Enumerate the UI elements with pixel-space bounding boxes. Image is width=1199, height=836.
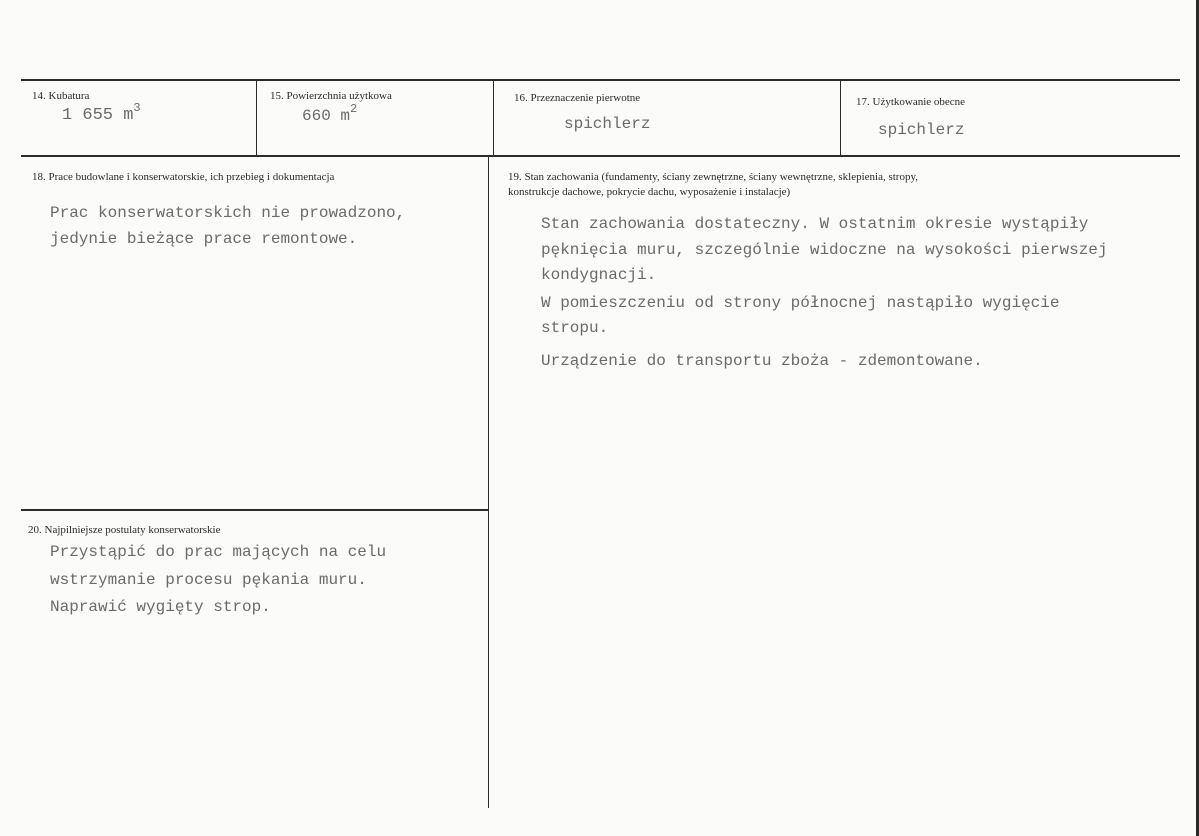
field-19-line-4: W pomieszczeniu od strony północnej nastąpiło wygięcie — [541, 294, 1060, 312]
field-16-value: spichlerz — [564, 115, 651, 133]
field-18-line-1: Prac konserwatorskich nie prowadzono, — [50, 204, 406, 222]
main-vertical-divider — [488, 156, 489, 808]
field-16-label: 16. Przeznaczenie pierwotne — [514, 92, 641, 104]
field-15-value-main: 660 m — [302, 107, 351, 125]
row-divider-1 — [21, 155, 1180, 157]
field-20-line-2: wstrzymanie procesu pękania muru. — [50, 571, 367, 589]
field-14-value-main: 1 655 m — [62, 106, 134, 125]
field-19-line-5: stropu. — [541, 319, 609, 337]
divider-14-15 — [256, 80, 257, 156]
field-15-value-exponent: 2 — [350, 102, 358, 116]
field-18-line-2: jedynie bieżące prace remontowe. — [50, 230, 358, 248]
field-15-label: 15. Powierzchnia użytkowa — [270, 90, 392, 102]
field-19-line-2: pęknięcia muru, szczególnie widoczne na wysokości pierwszej — [541, 241, 1108, 259]
field-20-line-1: Przystąpić do prac mających na celu — [50, 543, 387, 561]
field-14-value — [62, 103, 141, 129]
field-19-label-line-1: 19. Stan zachowania (fundamenty, ściany zewnętrzne, ściany wewnętrzne, sklepienia, stropy, — [508, 171, 919, 183]
divider-16-17 — [840, 80, 841, 156]
divider-15-16 — [493, 80, 494, 156]
field-14-value-exponent: 3 — [133, 101, 141, 115]
field-19-line-6: Urządzenie do transportu zboża - zdemontowane. — [541, 352, 983, 370]
field-20-label: 20. Najpilniejsze postulaty konserwatorskie — [28, 524, 221, 536]
field-19-label-line-2: konstrukcje dachowe, pokrycie dachu, wyposażenie i instalacje) — [508, 186, 791, 198]
field-17-value: spichlerz — [878, 121, 965, 139]
field-14-label: 14. Kubatura — [32, 90, 90, 102]
field-19-line-3: kondygnacji. — [541, 266, 657, 284]
field-17-label: 17. Użytkowanie obecne — [856, 96, 966, 108]
row-divider-18-20 — [21, 509, 489, 511]
field-18-label: 18. Prace budowlane i konserwatorskie, ich przebieg i dokumentacja — [32, 171, 335, 183]
field-20-line-3: Naprawić wygięty strop. — [50, 598, 271, 616]
field-19-line-1: Stan zachowania dostateczny. W ostatnim okresie wystąpiły — [541, 215, 1089, 233]
field-15-value — [302, 103, 357, 129]
top-rule — [21, 79, 1180, 81]
